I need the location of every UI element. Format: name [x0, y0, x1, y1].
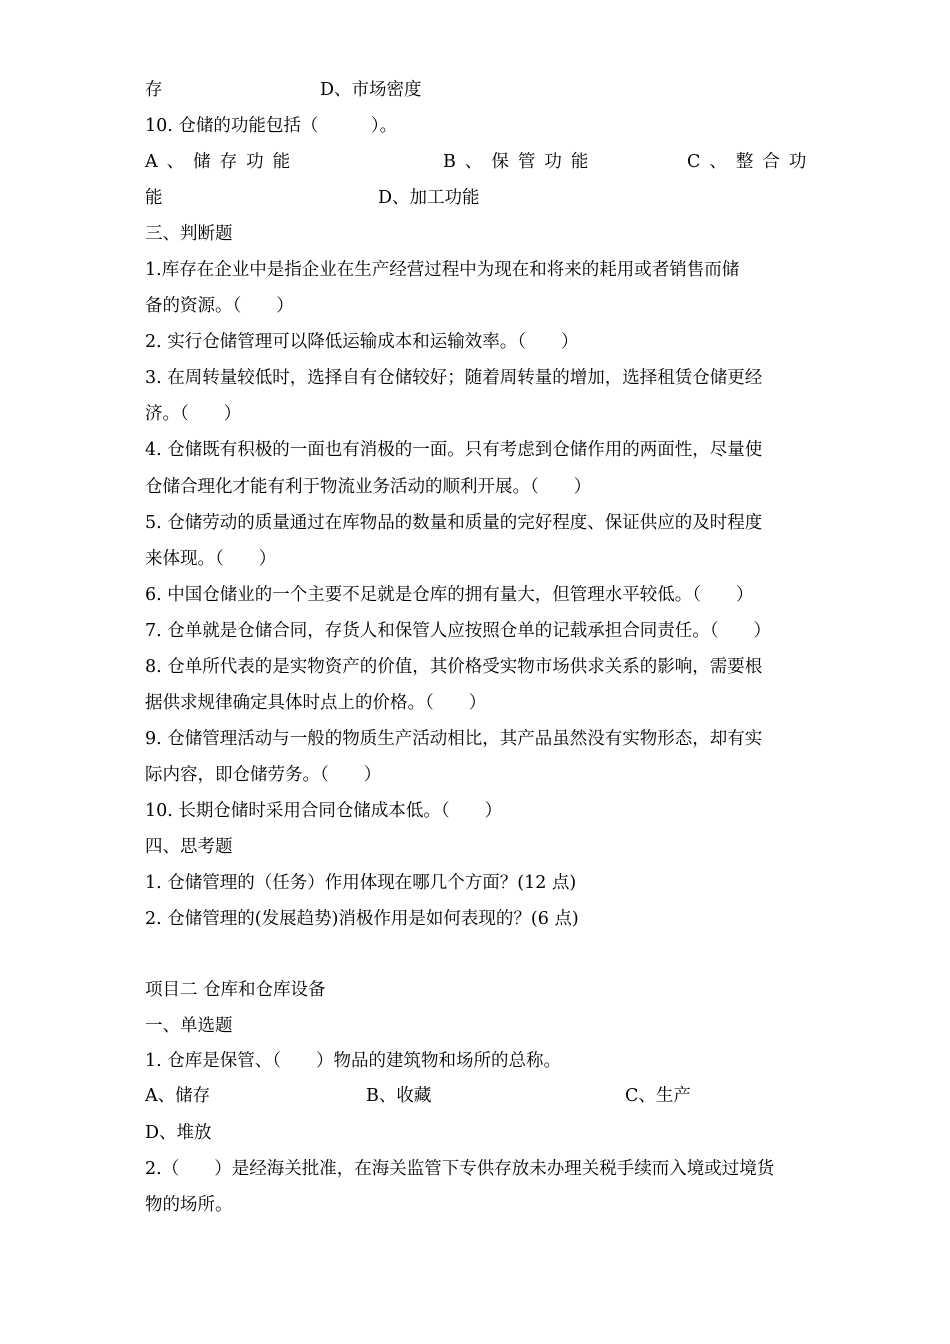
paragraph-line: 8. 仓单所代表的是实物资产的价值，其价格受实物市场供求关系的影响，需要根	[145, 657, 763, 677]
paragraph-line: 际内容，即仓储劳务。（ ）	[145, 765, 382, 785]
section-heading: 三、判断题	[145, 224, 233, 244]
option-c: C、生产	[625, 1086, 691, 1106]
paragraph-line: 济。（ ）	[145, 404, 242, 424]
paragraph-line: 备的资源。（ ）	[145, 296, 294, 316]
option-text: 存	[145, 80, 163, 100]
section-heading: 四、思考题	[145, 837, 233, 857]
option-a: A、储存	[145, 1086, 211, 1106]
paragraph-line: 1.库存在企业中是指企业在生产经营过程中为现在和将来的耗用或者销售而储	[145, 260, 740, 280]
paragraph-line: 3. 在周转量较低时，选择自有仓储较好；随着周转量的增加，选择租赁仓储更经	[145, 368, 763, 388]
option-text: 能	[145, 188, 163, 208]
section-heading: 一、单选题	[145, 1016, 233, 1036]
paragraph-line: 1. 仓库是保管、（ ）物品的建筑物和场所的总称。	[145, 1051, 562, 1071]
paragraph-line: 来体现。（ ）	[145, 549, 277, 569]
paragraph-line: 6. 中国仓储业的一个主要不足就是仓库的拥有量大，但管理水平较低。（ ）	[145, 585, 754, 605]
option-b: B、保管功能	[443, 152, 598, 172]
question-10: 10. 仓储的功能包括（ ）。	[145, 116, 398, 136]
paragraph-line: 物的场所。	[145, 1195, 233, 1215]
option-c: C、整合功	[687, 152, 816, 172]
option-d: D、市场密度	[320, 80, 422, 100]
paragraph-line: 2. 仓储管理的(发展趋势)消极作用是如何表现的？(6 点)	[145, 909, 579, 929]
option-a: A、储存功能	[145, 152, 300, 172]
paragraph-line: 5. 仓储劳动的质量通过在库物品的数量和质量的完好程度、保证供应的及时程度	[145, 513, 763, 533]
paragraph-line: 9. 仓储管理活动与一般的物质生产活动相比，其产品虽然没有实物形态，却有实	[145, 729, 763, 749]
paragraph-line: 1. 仓储管理的（任务）作用体现在哪几个方面？(12 点)	[145, 873, 577, 893]
paragraph-line: 10. 长期仓储时采用合同仓储成本低。（ ）	[145, 801, 503, 821]
option-d: D、加工功能	[378, 188, 480, 208]
paragraph-line: 7. 仓单就是仓储合同，存货人和保管人应按照仓单的记载承担合同责任。（ ）	[145, 621, 772, 641]
project-title: 项目二 仓库和仓库设备	[145, 980, 326, 1000]
paragraph-line: 仓储合理化才能有利于物流业务活动的顺利开展。（ ）	[145, 477, 592, 497]
option-b: B、收藏	[366, 1086, 432, 1106]
option-d: D、堆放	[145, 1123, 212, 1143]
paragraph-line: 4. 仓储既有积极的一面也有消极的一面。只有考虑到仓储作用的两面性，尽量使	[145, 440, 763, 460]
paragraph-line: 据供求规律确定具体时点上的价格。（ ）	[145, 693, 487, 713]
paragraph-line: 2. 实行仓储管理可以降低运输成本和运输效率。（ ）	[145, 332, 579, 352]
paragraph-line: 2.（ ）是经海关批准，在海关监管下专供存放未办理关税手续而入境或过境货	[145, 1159, 775, 1179]
